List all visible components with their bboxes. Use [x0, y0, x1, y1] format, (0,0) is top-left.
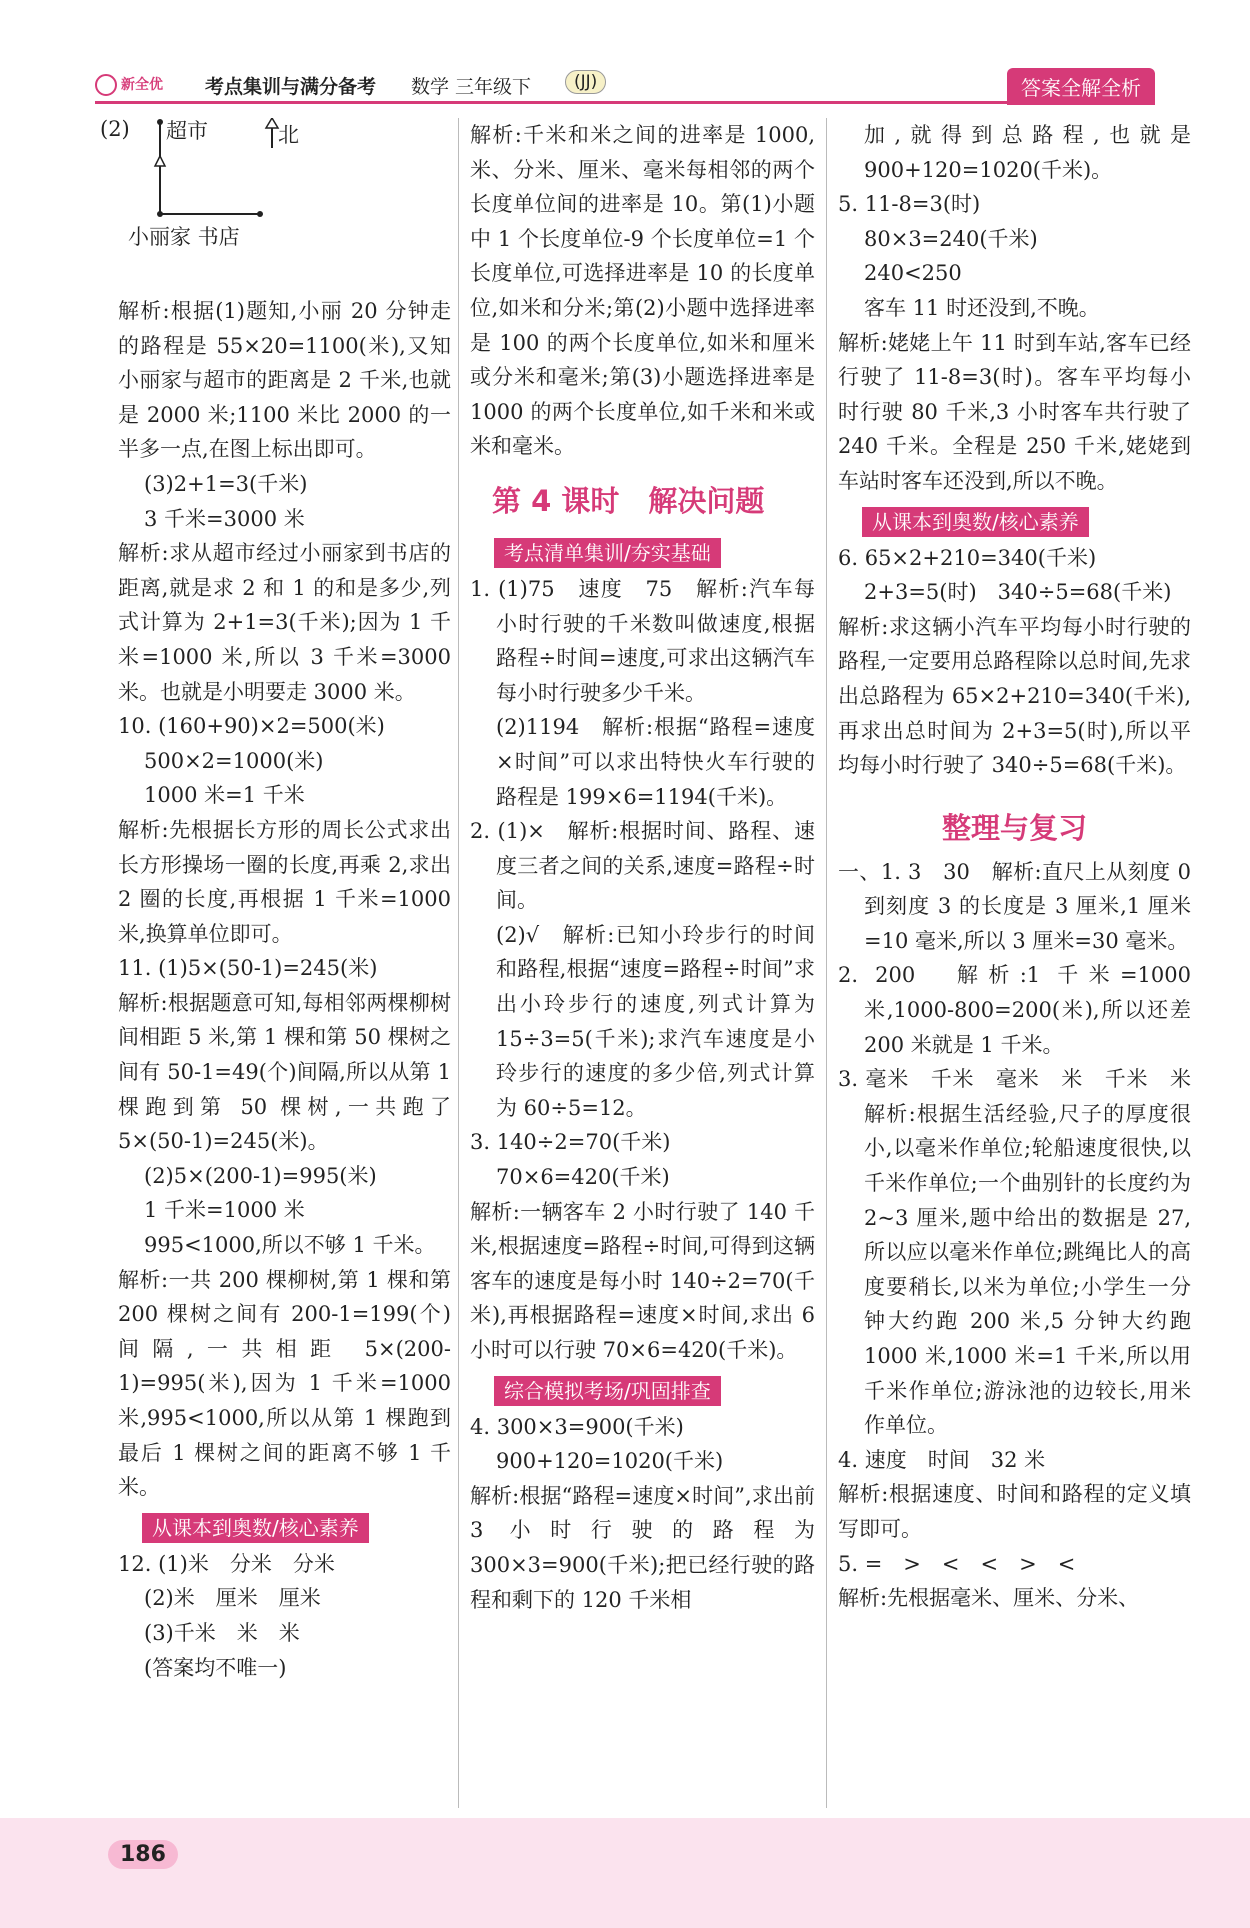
section-banner: 从课本到奥数/核心素养	[862, 507, 1089, 537]
answer-line: 加,就得到总路程,也就是 900+120=1020(千米)。	[864, 123, 1191, 182]
answer-line: 解析:一辆客车 2 小时行驶了 140 千米,根据速度=路程÷时间,可得到这辆客车的速度是每小时 140÷2=70(千米),再根据路程=速度×时间,求出 6 小时可以行驶 70×6=420(千米)。	[470, 1199, 815, 1362]
answer-line: 解析:根据“路程=速度×时间”,求出前 3 小时行驶的路程为 300×3=900(千米);把已经行驶的路程和剩下的 120 千米相	[470, 1483, 815, 1612]
answer-line: 4. 速度 时间 32 米	[838, 1447, 1046, 1472]
answer-line: 11. (1)5×(50-1)=245(米)	[118, 956, 378, 981]
column-2	[470, 118, 815, 1617]
answer-line: 3. 毫米 千米 毫米 米 千米 米 解析:根据生活经验,尺子的厚度很小,以毫米作单位;轮船速度很快,以千米作单位;一个曲别针的长度约为 2~3 厘米,题中给出的数据是 27,所以应以毫米作单位;跳绳比人的高度要稍长,以米为单位;小学生一分钟大约跑 200 米,5 分钟大约跑 1000 米,1000 米=1 千米,所以用千米作单位;游泳池的边较长,用米作单位。	[838, 1067, 1212, 1438]
col3-body	[838, 118, 1191, 499]
answer-line: 解析:先根据毫米、厘米、分米、	[838, 1586, 1140, 1611]
answer-line: (2)5×(200-1)=995(米)	[144, 1163, 377, 1188]
answer-line: (2)米 厘米 厘米	[144, 1586, 321, 1611]
answer-line: 10. (160+90)×2=500(米)	[118, 714, 385, 739]
answer-line: (答案均不唯一)	[144, 1655, 287, 1680]
answer-line: 70×6=420(千米)	[496, 1165, 670, 1190]
column-3	[838, 118, 1212, 1616]
answer-line: 2. 200 解析:1 千米=1000 米,1000-800=200(米),所以还差 200 米就是 1 千米。	[838, 963, 1191, 1057]
answer-line: 解析:求这辆小汽车平均每小时行驶的路程,一定要用总路程除以总时间,先求出总路程为 65×2+210=340(千米),再求出总时间为 2+3=5(时),所以平均每小时行驶了 340÷5=68(千米)。	[838, 614, 1191, 778]
answer-line: (2)√ 解析:已知小玲步行的时间和路程,根据“速度=路程÷时间”求出小玲步行的速度,列式计算为 15÷3=5(千米);求汽车速度是小玲步行的速度的多少倍,列式计算为 60÷5=12。	[496, 922, 815, 1120]
col2-body	[470, 118, 815, 464]
north-label: 北	[278, 123, 299, 147]
review-title: 整理与复习	[941, 810, 1087, 845]
answer-line: 解析:根据(1)题知,小丽 20 分钟走的路程是 55×20=1100(米),又知小丽家与超市的距离是 2 千米,也就是 2000 米;1100 米比 2000 的一半多一点,在图上标出即可。	[118, 299, 451, 462]
header-divider	[95, 101, 1155, 104]
q2-label: (2)	[100, 117, 130, 141]
answer-line: 3. 140÷2=70(千米)	[470, 1130, 671, 1155]
column-divider	[826, 118, 827, 1808]
answer-line: 1000 米=1 千米	[144, 783, 305, 808]
col2-body-2	[470, 572, 815, 1368]
logo-text: 新全优	[121, 77, 163, 93]
answer-line: (3)千米 米 米	[144, 1620, 300, 1645]
home-store-label: 小丽家 书店	[128, 225, 240, 249]
answer-line: 解析:根据题意可知,每相邻两棵柳树间相距 5 米,第 1 棵和第 50 棵树之间有 50-1=49(个)间隔,所以从第 1 棵跑到第 50 棵树,一共跑了 5×(50-1)=245(米)。	[118, 990, 451, 1154]
col1-body	[118, 294, 451, 1505]
publisher-logo	[95, 74, 163, 96]
route-diagram	[100, 117, 451, 294]
logo-icon	[95, 74, 117, 96]
column-divider	[458, 118, 459, 1808]
answer-line: 2. (1)× 解析:根据时间、路程、速度三者之间的关系,速度=路程÷时间。	[470, 819, 815, 913]
answer-line: (3)2+1=3(千米)	[144, 471, 308, 496]
answer-line: 一、1. 3 30 解析:直尺上从刻度 0 到刻度 3 的长度是 3 厘米,1 厘米=10 毫米,所以 3 厘米=30 毫米。	[838, 859, 1191, 953]
lesson-title: 第 4 课时 解决问题	[492, 483, 765, 518]
answer-line: 6. 65×2+210=340(千米)	[838, 545, 1097, 570]
column-1	[100, 117, 451, 1685]
col2-body-3	[470, 1410, 815, 1618]
answer-line: 1 千米=1000 米	[144, 1198, 305, 1223]
answer-line: 2+3=5(时) 340÷5=68(千米)	[864, 580, 1172, 605]
answer-line: 80×3=240(千米)	[864, 226, 1038, 251]
section-banner: 考点清单集训/夯实基础	[494, 538, 721, 568]
answer-line: 5. 11-8=3(时)	[838, 192, 981, 217]
answer-line: 4. 300×3=900(千米)	[470, 1414, 684, 1439]
supermarket-label: 超市	[166, 119, 208, 143]
edition-badge: (JJ)	[565, 70, 606, 94]
answer-line: 3 千米=3000 米	[144, 506, 305, 531]
col3-body-2	[838, 541, 1191, 783]
section-banner: 综合模拟考场/巩固排查	[494, 1376, 721, 1406]
answer-line: 解析:先根据长方形的周长公式求出长方形操场一圈的长度,再乘 2,求出 2 圈的长度,再根据 1 千米=1000 米,换算单位即可。	[118, 817, 451, 946]
answer-line: 解析:一共 200 棵柳树,第 1 棵和第 200 棵树之间有 200-1=199(个)间隔,一共相距 5×(200-1)=995(米),因为 1 千米=1000 米,995<1000,所以从第 1 棵跑到最后 1 棵树之间的距离不够 1 千米。	[118, 1267, 451, 1500]
book-title: 考点集训与满分备考	[205, 76, 377, 98]
section-tag: 答案全解全析	[1007, 68, 1155, 105]
answer-line: 解析:千米和米之间的进率是 1000,米、分米、厘米、毫米每相邻的两个长度单位间的进率是 10。第(1)小题中 1 个长度单位-9 个长度单位=1 个长度单位,可选择进率是 10 的长度单位,如米和分米;第(2)小题中选择进率是 100 的两个长度单位,如米和厘米或分米和毫米;第(3)小题选择进率是 1000 的两个长度单位,如千米和米或米和毫米。	[470, 123, 815, 459]
col1-body-2	[118, 1547, 451, 1685]
answer-line: 客车 11 时还没到,不晚。	[864, 295, 1100, 320]
answer-line: (2)1194 解析:根据“路程=速度×时间”可以求出特快火车行驶的路程是 199×6=1194(千米)。	[496, 715, 815, 809]
answer-line: 解析:姥姥上午 11 时到车站,客车已经行驶了 11-8=3(时)。客车平均每小时行驶 80 千米,3 小时客车共行驶了 240 千米。全程是 250 千米,姥姥到车站时客车还没到,所以不晚。	[838, 330, 1191, 493]
answer-line: 500×2=1000(米)	[144, 748, 324, 773]
answer-line: 900+120=1020(千米)	[496, 1449, 724, 1474]
page-number: 186	[108, 1840, 178, 1869]
answer-line: 240<250	[864, 261, 962, 286]
subject-grade: 数学 三年级下	[411, 76, 532, 98]
answer-line: 5. = > < < > <	[838, 1551, 1076, 1576]
answer-line: 解析:求从超市经过小丽家到书店的距离,就是求 2 和 1 的和是多少,列式计算为 2+1=3(千米);因为 1 千米=1000 米,所以 3 千米=3000 米。也就是小明要走 3000 米。	[118, 541, 451, 704]
col3-body-3	[838, 855, 1212, 1616]
footer-decoration	[0, 1818, 1250, 1928]
answer-line: 995<1000,所以不够 1 千米。	[144, 1233, 436, 1258]
section-banner: 从课本到奥数/核心素养	[142, 1513, 369, 1543]
answer-line: 解析:根据速度、时间和路程的定义填写即可。	[838, 1482, 1191, 1541]
answer-line: 1. (1)75 速度 75 解析:汽车每小时行驶的千米数叫做速度,根据路程÷时间=速度,可求出这辆汽车每小时行驶多少千米。	[470, 576, 815, 705]
answer-line: 12. (1)米 分米 分米	[118, 1551, 335, 1576]
